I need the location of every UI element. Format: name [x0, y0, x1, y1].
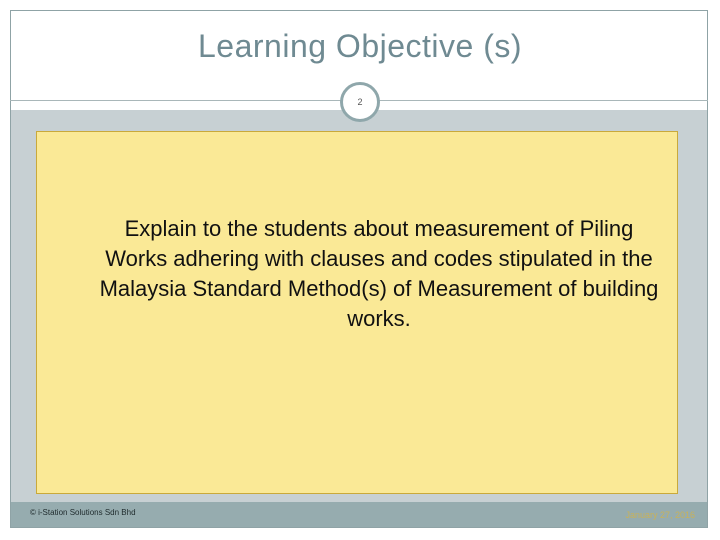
content-box [36, 131, 678, 494]
footer-bar [11, 502, 707, 527]
slide-title: Learning Objective (s) [197, 28, 523, 64]
objective-text: Explain to the students about measurement of Piling Works adhering with clauses and codes stipulated in the Malaysia Standard Method(s) of Measurement of building works. [99, 216, 659, 331]
slide-number: 2 [357, 97, 363, 107]
slide-number-badge [340, 82, 380, 122]
footer-date: January 27, 2016 [625, 510, 695, 520]
footer-copyright: © i-Station Solutions Sdn Bhd [30, 508, 136, 517]
